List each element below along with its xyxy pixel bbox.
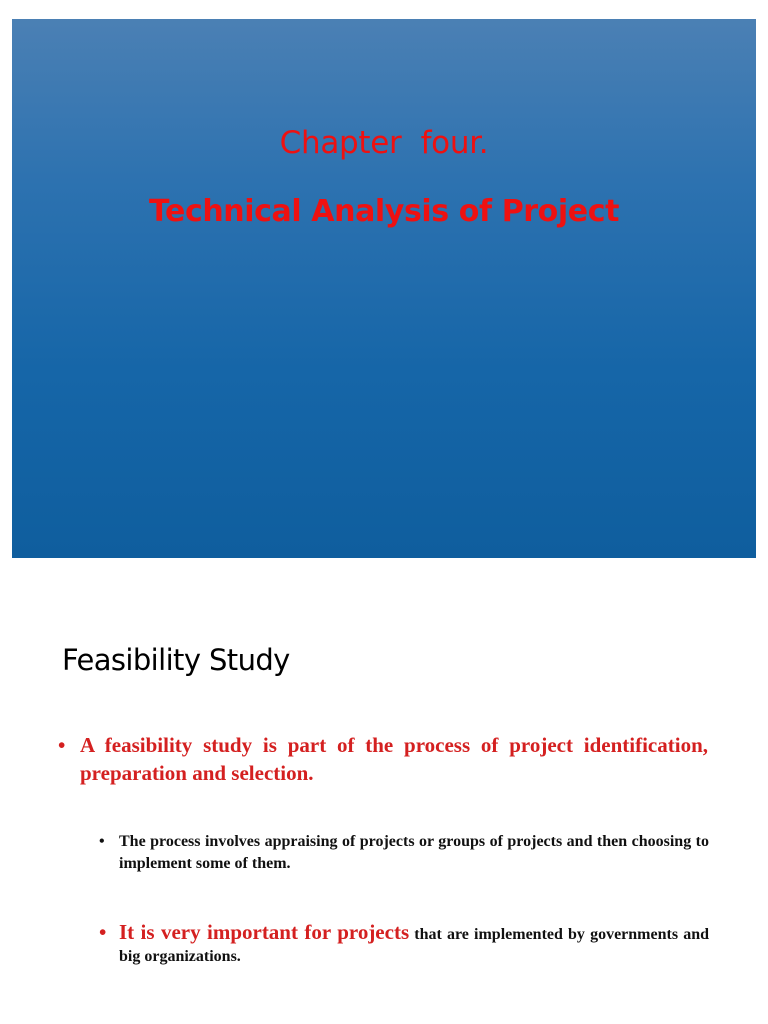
sub-bullet-1 (99, 831, 709, 875)
bullet-dot-icon: • (99, 833, 105, 850)
sub-bullet-2-text: that are implemented by governments and big organizations. (119, 926, 709, 965)
bullet-dot-icon: • (99, 920, 107, 944)
title-slide (12, 19, 756, 558)
main-bullet (58, 731, 708, 787)
chapter-subtitle: Technical Analysis of Project (148, 194, 620, 229)
content-slide (12, 585, 756, 1015)
sub-bullet-1-text: The process involves appraising of projects or groups of projects and then choosing to implement some of them. (119, 833, 709, 872)
slide-heading: Feasibility Study (62, 643, 290, 677)
sub-bullet-2 (99, 921, 709, 968)
main-bullet-text: A feasibility study is part of the process of project identification, preparation and selection. (80, 733, 708, 785)
chapter-title: Chapter four. (279, 125, 489, 161)
sub-bullet-2-highlight: It is very important for projects (119, 920, 410, 944)
bullet-dot-icon: • (58, 733, 66, 757)
